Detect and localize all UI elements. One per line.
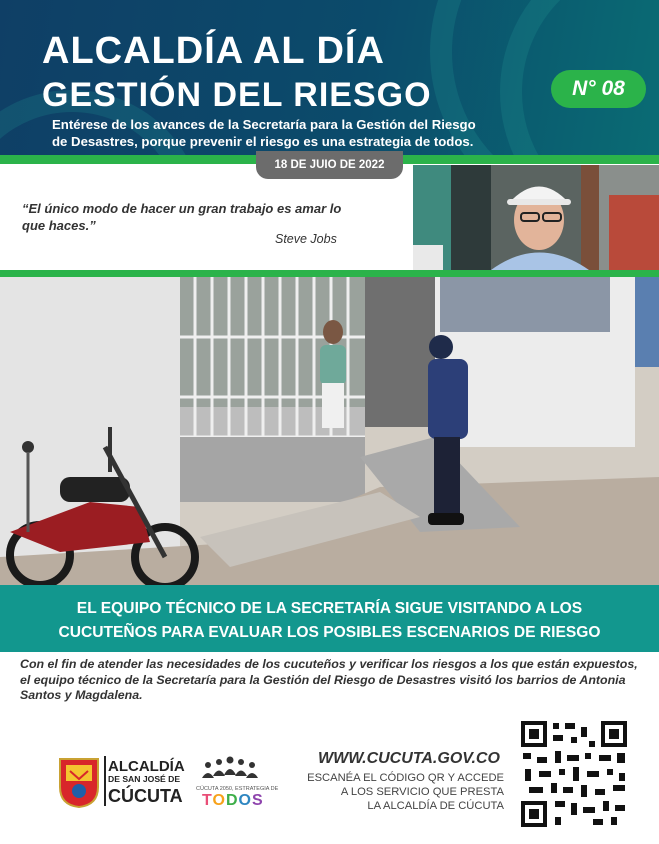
alcaldia-logo-line-1: ALCALDÍA (108, 758, 185, 775)
strategy-caption: CÚCUTA 2050, ESTRATEGIA DE (196, 786, 279, 792)
alcaldia-logo-line-2: DE SAN JOSÉ DE (108, 774, 181, 784)
quote-author: Steve Jobs (275, 232, 337, 246)
headline-line-2: CUCUTEÑOS PARA EVALUAR LOS POSIBLES ESCENARIOS DE RIESGO (58, 624, 601, 641)
main-photo (0, 277, 659, 585)
date-badge: 18 DE JUIO DE 2022 (256, 151, 403, 179)
title-line-2: GESTIÓN DEL RIESGO (42, 76, 432, 114)
todos-wordmark: TODOS (202, 792, 264, 809)
alcaldia-logo-line-3: CÚCUTA (108, 786, 183, 806)
people-group-icon (200, 756, 260, 786)
subtitle-line-1: Entérese de los avances de la Secretaría para la Gestión del Riesgo (52, 117, 476, 132)
official-photo-illustration (413, 165, 659, 270)
main-photo-illustration (0, 277, 659, 585)
title-line-1: ALCALDÍA AL DÍA (42, 30, 385, 72)
headline-line-1: EL EQUIPO TÉCNICO DE LA SECRETARÍA SIGUE VISITANDO A LOS (76, 600, 583, 617)
qr-instruction-line-2: A LOS SERVICIO QUE PRESTA (340, 786, 504, 798)
article-description: Con el fin de atender las necesidades de los cucuteños y verificar los riesgos a los que están expuestos, el equipo técnico de la Secretaría para la Gestión del Riesgo de Desastres visitó los barrios de Antonia Santos y Magdalena. (20, 657, 638, 702)
quote-text: “El único modo de hacer un gran trabajo es amar lo que haces.” (22, 201, 342, 233)
subtitle-line-2: de Desastres, porque prevenir el riesgo es una estrategia de todos. (52, 134, 474, 149)
official-photo (413, 165, 659, 270)
logo-divider (104, 756, 106, 806)
qr-instruction-line-3: LA ALCALDÍA DE CÚCUTA (367, 800, 504, 812)
city-crest-icon (58, 757, 100, 809)
website-link[interactable]: WWW.CUCUTA.GOV.CO (318, 750, 500, 767)
qr-code-icon[interactable] (519, 719, 629, 829)
qr-instruction-line-1: ESCANÉA EL CÓDIGO QR Y ACCEDE (307, 772, 504, 784)
issue-badge: N° 08 (551, 70, 646, 108)
green-divider-2 (0, 270, 659, 277)
